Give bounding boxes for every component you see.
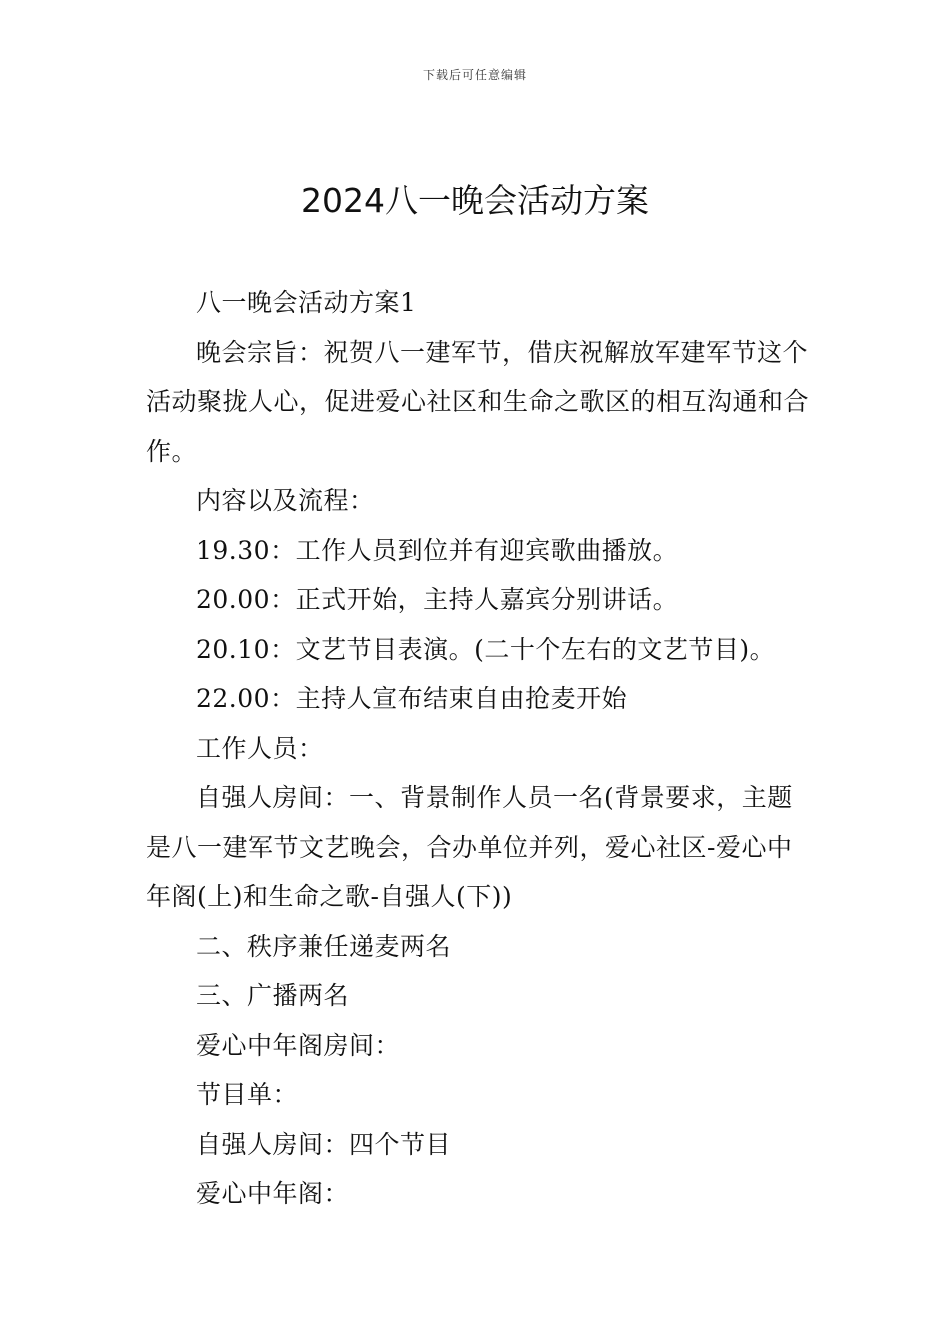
paragraph-purpose: 晚会宗旨：祝贺八一建军节，借庆祝解放军建军节这个活动聚拢人心，促进爱心社区和生命之歌区的相互沟通和合作。 (146, 337, 810, 466)
paragraph-staff-broadcast: 三、广播两名 (196, 981, 350, 1010)
paragraph-program-room-1: 自强人房间：四个节目 (196, 1129, 452, 1159)
paragraph-schedule-2200: 22.00：主持人宣布结束自由抢麦开始 (196, 684, 628, 713)
paragraph-section-heading: 八一晚会活动方案1 (196, 288, 417, 317)
document-title: 2024八一晚会活动方案 (301, 181, 649, 220)
paragraph-program-room-2: 爱心中年阁： (196, 1179, 350, 1208)
paragraph-schedule-2010: 20.10：文艺节目表演。(二十个左右的文艺节目)。 (196, 634, 776, 664)
paragraph-staff-room-1: 自强人房间：一、背景制作人员一名(背景要求，主题是八一建军节文艺晚会，合办单位并列，爱心社区-爱心中年阁(上)和生命之歌-自强人(下)) (146, 783, 793, 911)
paragraph-schedule-2000: 20.00：正式开始，主持人嘉宾分别讲话。 (196, 585, 679, 614)
document-body (146, 278, 810, 1219)
paragraph-content-heading: 内容以及流程： (196, 486, 375, 515)
paragraph-staff-heading: 工作人员： (196, 733, 324, 763)
paragraph-staff-room-2: 爱心中年阁房间： (196, 1030, 401, 1060)
page-header-note: 下载后可任意编辑 (422, 68, 527, 82)
paragraph-schedule-1930: 19.30：工作人员到位并有迎宾歌曲播放。 (196, 535, 679, 565)
paragraph-staff-order: 二、秩序兼任递麦两名 (196, 931, 452, 961)
paragraph-program-heading: 节目单： (196, 1080, 299, 1109)
